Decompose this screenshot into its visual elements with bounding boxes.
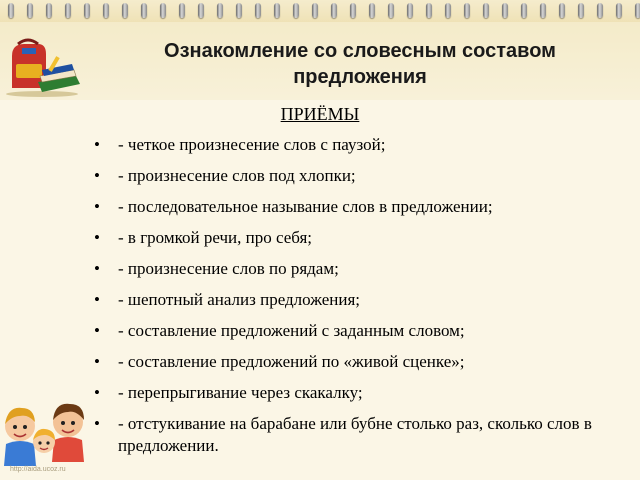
bullet-icon: • [94, 197, 100, 216]
binding-ring-icon [445, 3, 451, 18]
list-item-text: - составление предложений с заданным словом; [118, 321, 465, 340]
binding-ring-icon [255, 3, 261, 18]
section-heading [0, 104, 640, 125]
bullet-icon: • [94, 228, 100, 247]
binding-ring-icon [502, 3, 508, 18]
section-heading-text: ПРИЁМЫ [280, 104, 360, 124]
list-item [94, 165, 624, 187]
binding-ring-icon [198, 3, 204, 18]
binding-ring-icon [293, 3, 299, 18]
list-item [94, 134, 624, 156]
list-item-text: - последовательное называние слов в предложении; [118, 197, 493, 216]
binding-ring-icon [350, 3, 356, 18]
binding-ring-icon [483, 3, 489, 18]
spiral-binding [0, 0, 640, 23]
bullet-icon: • [94, 414, 100, 433]
binding-ring-icon [464, 3, 470, 18]
schoolbag-books-icon [2, 36, 82, 98]
binding-ring-icon [540, 3, 546, 18]
binding-ring-icon [103, 3, 109, 18]
binding-ring-icon [122, 3, 128, 18]
binding-ring-icon [616, 3, 622, 18]
binding-ring-icon [331, 3, 337, 18]
list-item [94, 258, 624, 280]
bullet-icon: • [94, 135, 100, 154]
binding-ring-icon [160, 3, 166, 18]
list-item [94, 351, 624, 373]
list-item-text: - произнесение слов по рядам; [118, 259, 339, 278]
binding-ring-icon [274, 3, 280, 18]
binding-ring-icon [141, 3, 147, 18]
list-item-text: - шепотный анализ предложения; [118, 290, 361, 309]
binding-ring-icon [407, 3, 413, 18]
list-item-text: - четкое произнесение слов с паузой; [118, 135, 386, 154]
bullet-icon: • [94, 383, 100, 402]
binding-ring-icon [46, 3, 52, 18]
list-item [94, 382, 624, 404]
binding-ring-icon [521, 3, 527, 18]
list-item-text: - в громкой речи, про себя; [118, 228, 313, 247]
title-line-2: предложения [293, 66, 427, 88]
binding-ring-icon [179, 3, 185, 18]
list-item [94, 227, 624, 249]
bullet-icon: • [94, 166, 100, 185]
binding-ring-icon [312, 3, 318, 18]
list-item-text: - произнесение слов под хлопки; [118, 166, 356, 185]
techniques-list [94, 134, 624, 466]
binding-ring-icon [217, 3, 223, 18]
binding-ring-icon [559, 3, 565, 18]
title-line-1: Ознакомление со словесным составом [164, 40, 556, 62]
list-item-text: - перепрыгивание через скакалку; [118, 383, 363, 402]
binding-ring-icon [369, 3, 375, 18]
binding-ring-icon [597, 3, 603, 18]
binding-ring-icon [578, 3, 584, 18]
bullet-icon: • [94, 352, 100, 371]
list-item [94, 196, 624, 218]
binding-ring-icon [635, 3, 640, 18]
binding-ring-icon [236, 3, 242, 18]
list-item [94, 289, 624, 311]
binding-ring-icon [388, 3, 394, 18]
footer-url: http://aida.ucoz.ru [10, 466, 66, 473]
bullet-icon: • [94, 321, 100, 340]
list-item-text: - отстукивание на барабане или бубне столько раз, сколько слов в предложении. [118, 414, 592, 455]
list-item [94, 320, 624, 342]
list-item [94, 413, 624, 457]
page-title [100, 38, 620, 90]
bullet-icon: • [94, 290, 100, 309]
list-item-text: - составление предложений по «живой сценке»; [118, 352, 465, 371]
bullet-icon: • [94, 259, 100, 278]
binding-ring-icon [27, 3, 33, 18]
binding-ring-icon [426, 3, 432, 18]
binding-ring-icon [8, 3, 14, 18]
binding-ring-icon [65, 3, 71, 18]
binding-ring-icon [84, 3, 90, 18]
